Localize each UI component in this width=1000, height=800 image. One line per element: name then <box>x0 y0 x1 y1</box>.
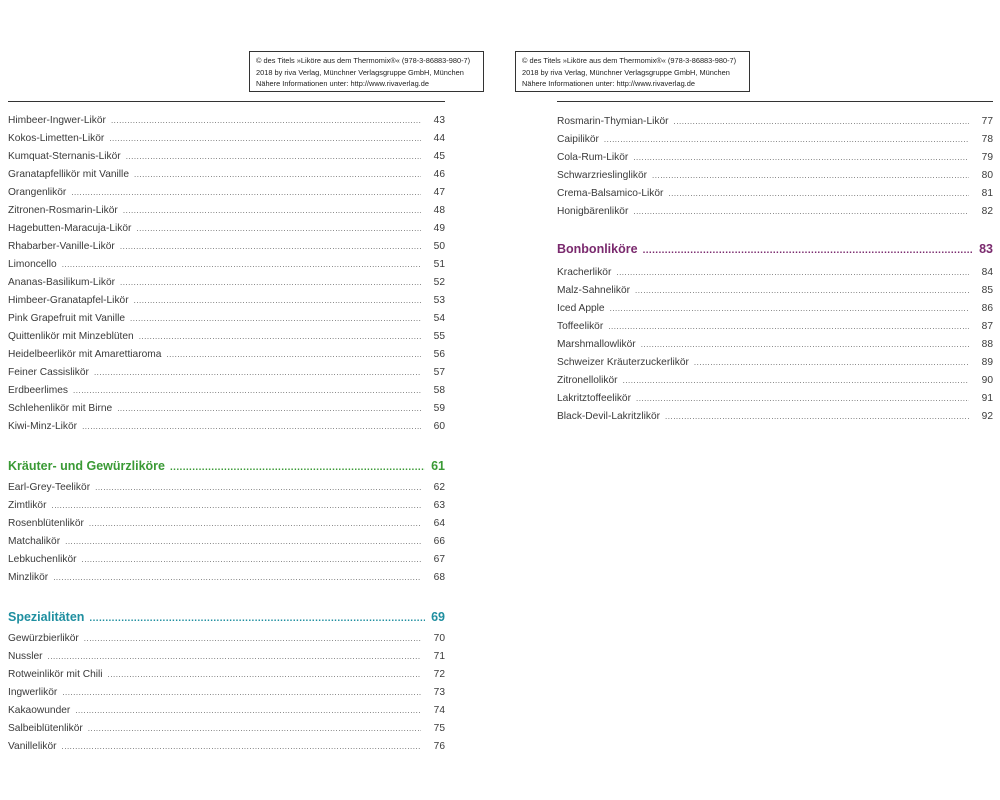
entry-title: Gewürzbierlikör <box>8 633 79 644</box>
toc-list-special <box>8 633 445 759</box>
dot-leader <box>134 296 421 305</box>
copyright-notice-right <box>515 51 750 92</box>
dot-leader <box>117 404 421 413</box>
dot-leader <box>668 189 969 198</box>
dot-leader <box>88 724 421 733</box>
entry-title: Schweizer Kräuterzuckerlikör <box>557 357 689 368</box>
entry-page: 88 <box>981 339 993 350</box>
entry-page: 89 <box>981 357 993 368</box>
entry-page: 75 <box>433 723 445 734</box>
entry-page: 49 <box>433 223 445 234</box>
entry-title: Erdbeerlimes <box>8 385 69 396</box>
entry-page: 76 <box>433 741 445 752</box>
copyright-line-1: © des Titels »Liköre aus dem Thermomix®« (978-3-86883-980-7) <box>522 56 737 65</box>
toc-entry[interactable] <box>8 277 445 295</box>
dot-leader <box>82 422 421 431</box>
toc-left-column <box>8 115 445 759</box>
dot-leader <box>694 358 969 367</box>
toc-entry[interactable] <box>8 259 445 277</box>
entry-page: 87 <box>981 321 993 332</box>
dot-leader <box>123 206 421 215</box>
toc-entry[interactable] <box>8 367 445 385</box>
entry-title: Himbeer-Ingwer-Likör <box>8 115 106 126</box>
entry-title: Ingwerlikör <box>8 687 58 698</box>
toc-entry[interactable] <box>8 187 445 205</box>
section-title: Kräuter- und Gewürzliköre <box>8 459 165 473</box>
toc-entry[interactable] <box>8 295 445 313</box>
entry-title: Malz-Sahnelikör <box>557 285 631 296</box>
toc-entry[interactable] <box>8 169 445 187</box>
entry-title: Zitronen-Rosmarin-Likör <box>8 205 118 216</box>
entry-page: 84 <box>981 267 993 278</box>
entry-title: Ananas-Basilikum-Likör <box>8 277 116 288</box>
toc-entry[interactable] <box>8 669 445 687</box>
entry-title: Rosmarin-Thymian-Likör <box>557 116 669 127</box>
entry-page: 56 <box>433 349 445 360</box>
entry-page: 54 <box>433 313 445 324</box>
entry-page: 91 <box>981 393 993 404</box>
entry-page: 55 <box>433 331 445 342</box>
top-rule-left <box>8 101 445 102</box>
toc-list-candy <box>557 267 993 429</box>
entry-page: 51 <box>433 259 445 270</box>
entry-title: Rhabarber-Vanille-Likör <box>8 241 115 252</box>
toc-entry[interactable] <box>8 687 445 705</box>
entry-title: Rosenblütenlikör <box>8 518 84 529</box>
top-rule-right <box>557 101 993 102</box>
entry-page: 77 <box>981 116 993 127</box>
toc-section-candy[interactable] <box>557 242 993 260</box>
entry-page: 82 <box>981 206 993 217</box>
entry-title: Toffeelikör <box>557 321 604 332</box>
toc-entry[interactable] <box>8 482 445 500</box>
entry-page: 63 <box>433 500 445 511</box>
section-title: Bonbonliköre <box>557 242 638 256</box>
entry-title: Matchalikör <box>8 536 61 547</box>
dot-leader <box>89 613 425 624</box>
entry-title: Marshmallowlikör <box>557 339 636 350</box>
toc-entry[interactable] <box>8 403 445 421</box>
entry-title: Quittenlikör mit Minzeblüten <box>8 331 134 342</box>
toc-entry[interactable] <box>557 393 993 411</box>
entry-page: 72 <box>433 669 445 680</box>
dot-leader <box>170 462 425 473</box>
dot-leader <box>75 706 421 715</box>
entry-title: Granatapfellikör mit Vanille <box>8 169 129 180</box>
dot-leader <box>65 537 421 546</box>
dot-leader <box>73 386 421 395</box>
entry-title: Cola-Rum-Likör <box>557 152 629 163</box>
entry-title: Kracherlikör <box>557 267 612 278</box>
toc-entry[interactable] <box>557 170 993 188</box>
entry-page: 85 <box>981 285 993 296</box>
entry-page: 79 <box>981 152 993 163</box>
entry-page: 73 <box>433 687 445 698</box>
dot-leader <box>610 304 969 313</box>
copyright-line-2: 2018 by riva Verlag, Münchner Verlagsgruppe GmbH, München <box>522 67 730 77</box>
toc-entry[interactable] <box>557 152 993 170</box>
toc-list-fruit <box>8 115 445 439</box>
entry-title: Schlehenlikör mit Birne <box>8 403 113 414</box>
toc-entry[interactable] <box>8 115 445 133</box>
entry-page: 50 <box>433 241 445 252</box>
entry-page: 57 <box>433 367 445 378</box>
entry-title: Zitronellolikör <box>557 375 618 386</box>
toc-entry[interactable] <box>8 536 445 554</box>
section-page: 69 <box>431 610 445 624</box>
entry-page: 60 <box>433 421 445 432</box>
dot-leader <box>95 483 421 492</box>
entry-title: Earl-Grey-Teelikör <box>8 482 91 493</box>
dot-leader <box>608 322 969 331</box>
entry-title: Salbeiblütenlikör <box>8 723 83 734</box>
toc-entry[interactable] <box>8 223 445 241</box>
entry-page: 52 <box>433 277 445 288</box>
dot-leader <box>84 634 421 643</box>
entry-title: Kiwi-Minz-Likör <box>8 421 78 432</box>
toc-entry[interactable] <box>8 554 445 572</box>
entry-title: Orangenlikör <box>8 187 67 198</box>
toc-entry[interactable] <box>557 206 993 224</box>
entry-title: Hagebutten-Maracuja-Likör <box>8 223 132 234</box>
toc-entry[interactable] <box>557 357 993 375</box>
toc-entry[interactable] <box>557 339 993 357</box>
toc-entry[interactable] <box>8 421 445 439</box>
entry-title: Crema-Balsamico-Likör <box>557 188 664 199</box>
entry-title: Zimtlikör <box>8 500 47 511</box>
entry-title: Kokos-Limetten-Likör <box>8 133 105 144</box>
dot-leader <box>62 742 421 751</box>
toc-entry[interactable] <box>8 500 445 518</box>
entry-page: 78 <box>981 134 993 145</box>
dot-leader <box>665 412 969 421</box>
toc-entry[interactable] <box>557 321 993 339</box>
dot-leader <box>633 207 969 216</box>
dot-leader <box>51 501 421 510</box>
entry-page: 47 <box>433 187 445 198</box>
entry-page: 44 <box>433 133 445 144</box>
dot-leader <box>53 573 421 582</box>
copyright-line-2: 2018 by riva Verlag, Münchner Verlagsgruppe GmbH, München <box>256 67 464 77</box>
toc-section-special[interactable] <box>8 610 445 628</box>
entry-page: 92 <box>981 411 993 422</box>
dot-leader <box>71 188 421 197</box>
toc-list-misc <box>557 116 993 224</box>
dot-leader <box>89 519 421 528</box>
entry-title: Kumquat-Sternanis-Likör <box>8 151 121 162</box>
dot-leader <box>82 555 421 564</box>
entry-page: 67 <box>433 554 445 565</box>
entry-page: 64 <box>433 518 445 529</box>
entry-page: 80 <box>981 170 993 181</box>
toc-right-column <box>557 116 993 429</box>
dot-leader <box>136 224 421 233</box>
entry-page: 58 <box>433 385 445 396</box>
toc-entry[interactable] <box>8 205 445 223</box>
toc-entry[interactable] <box>8 518 445 536</box>
dot-leader <box>636 394 969 403</box>
entry-page: 90 <box>981 375 993 386</box>
toc-entry[interactable] <box>8 385 445 403</box>
entry-title: Rotweinlikör mit Chili <box>8 669 103 680</box>
entry-page: 59 <box>433 403 445 414</box>
entry-title: Limoncello <box>8 259 57 270</box>
dot-leader <box>674 117 969 126</box>
dot-leader <box>111 116 421 125</box>
dot-leader <box>134 170 421 179</box>
entry-title: Pink Grapefruit mit Vanille <box>8 313 126 324</box>
dot-leader <box>643 245 974 256</box>
toc-entry[interactable] <box>8 151 445 169</box>
entry-title: Minzlikör <box>8 572 49 583</box>
entry-title: Kakaowunder <box>8 705 71 716</box>
toc-entry[interactable] <box>557 285 993 303</box>
section-title: Spezialitäten <box>8 610 85 624</box>
entry-page: 81 <box>981 188 993 199</box>
entry-title: Heidelbeerlikör mit Amarettiaroma <box>8 349 162 360</box>
toc-section-herbs[interactable] <box>8 459 445 477</box>
toc-entry[interactable] <box>8 133 445 151</box>
entry-page: 70 <box>433 633 445 644</box>
dot-leader <box>120 242 421 251</box>
entry-page: 66 <box>433 536 445 547</box>
dot-leader <box>109 134 421 143</box>
entry-title: Nussler <box>8 651 43 662</box>
copyright-line-3: Nähere Informationen unter: http://www.rivaverlag.de <box>522 79 695 88</box>
toc-entry[interactable] <box>8 651 445 669</box>
entry-title: Lakritztoffeelikör <box>557 393 631 404</box>
toc-entry[interactable] <box>557 267 993 285</box>
entry-page: 74 <box>433 705 445 716</box>
copyright-notice-left <box>249 51 484 92</box>
toc-entry[interactable] <box>557 411 993 429</box>
entry-page: 62 <box>433 482 445 493</box>
entry-page: 43 <box>433 115 445 126</box>
dot-leader <box>126 152 421 161</box>
dot-leader <box>120 278 421 287</box>
toc-entry[interactable] <box>8 741 445 759</box>
entry-title: Black-Devil-Lakritzlikör <box>557 411 661 422</box>
toc-entry[interactable] <box>8 705 445 723</box>
toc-entry[interactable] <box>8 633 445 651</box>
dot-leader <box>616 268 969 277</box>
toc-entry[interactable] <box>8 331 445 349</box>
toc-entry[interactable] <box>557 116 993 134</box>
entry-page: 68 <box>433 572 445 583</box>
entry-title: Schwarzrieslinglikör <box>557 170 648 181</box>
entry-title: Caipilikör <box>557 134 599 145</box>
toc-entry[interactable] <box>557 303 993 321</box>
toc-list-herbs <box>8 482 445 590</box>
entry-title: Honigbärenlikör <box>557 206 629 217</box>
entry-page: 71 <box>433 651 445 662</box>
copyright-line-1: © des Titels »Liköre aus dem Thermomix®« (978-3-86883-980-7) <box>256 56 471 65</box>
toc-entry[interactable] <box>8 313 445 331</box>
dot-leader <box>130 314 421 323</box>
entry-page: 48 <box>433 205 445 216</box>
dot-leader <box>641 340 969 349</box>
entry-page: 53 <box>433 295 445 306</box>
toc-entry[interactable] <box>8 723 445 741</box>
dot-leader <box>139 332 421 341</box>
entry-title: Iced Apple <box>557 303 605 314</box>
entry-title: Vanillelikör <box>8 741 57 752</box>
toc-entry[interactable] <box>8 349 445 367</box>
toc-entry[interactable] <box>8 572 445 590</box>
toc-entry[interactable] <box>8 241 445 259</box>
dot-leader <box>48 652 421 661</box>
toc-entry[interactable] <box>557 375 993 393</box>
dot-leader <box>635 286 969 295</box>
dot-leader <box>652 171 969 180</box>
copyright-line-3: Nähere Informationen unter: http://www.rivaverlag.de <box>256 79 429 88</box>
entry-title: Lebkuchenlikör <box>8 554 77 565</box>
toc-entry[interactable] <box>557 134 993 152</box>
entry-page: 45 <box>433 151 445 162</box>
dot-leader <box>623 376 969 385</box>
dot-leader <box>62 260 421 269</box>
toc-entry[interactable] <box>557 188 993 206</box>
section-page: 83 <box>979 242 993 256</box>
dot-leader <box>62 688 421 697</box>
entry-page: 86 <box>981 303 993 314</box>
dot-leader <box>94 368 421 377</box>
dot-leader <box>108 670 421 679</box>
dot-leader <box>633 153 969 162</box>
dot-leader <box>604 135 969 144</box>
entry-title: Feiner Cassislikör <box>8 367 89 378</box>
dot-leader <box>166 350 421 359</box>
entry-title: Himbeer-Granatapfel-Likör <box>8 295 129 306</box>
entry-page: 46 <box>433 169 445 180</box>
section-page: 61 <box>431 459 445 473</box>
